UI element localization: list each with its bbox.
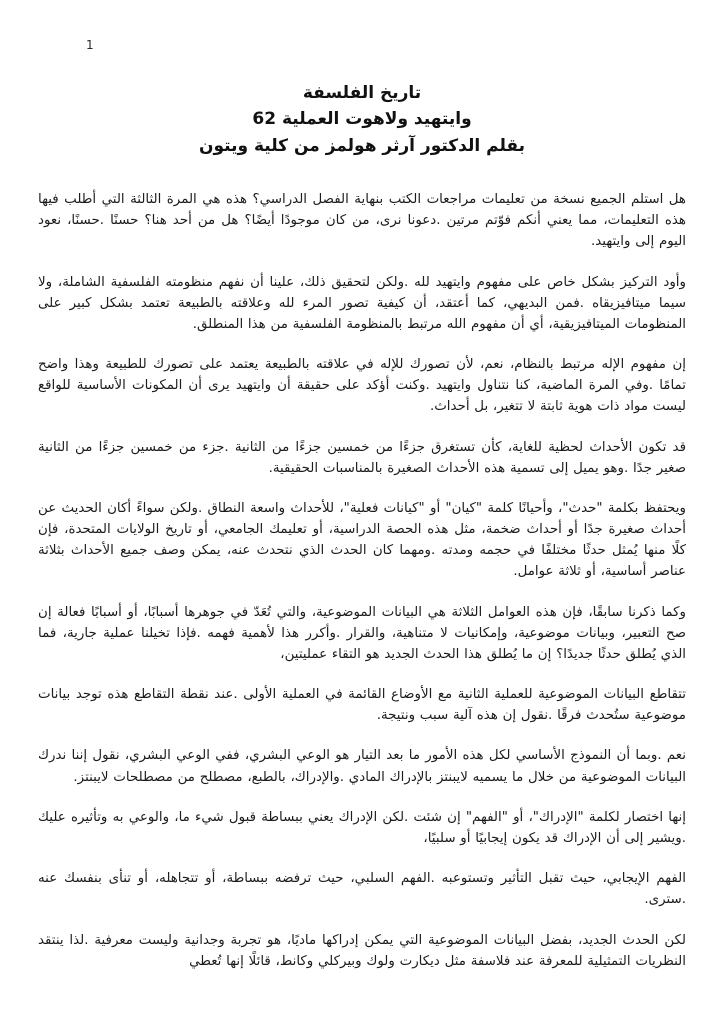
paragraph: ويحتفظ بكلمة "حدث"، وأحيانًا كلمة "كيان" أو "كيانات فعلية"، للأحداث واسعة النطاق .ولكن سواءً أكان الحديث عن أحداث صغيرة جدًا أو أحداث ضخمة، مثل هذه الحصة الدراسية، أو تعليمك الجامعي، أو تاريخ الولايات المتحدة، فإن كلًا منها يُمثل حدثًا مختلفًا في حجمه ومدته .ومهما كان الحدث الذي نتحدث عنه، يمكن وصف جميع الأحداث بثلاثة عناصر أساسية، أو ثلاثة عوامل. (38, 500, 686, 580)
title-line-author: بقلم الدكتور آرثر هولمز من كلية ويتون (198, 135, 526, 156)
paragraph: إنها اختصار لكلمة "الإدراك"، أو "الفهم" إن شئت .لكن الإدراك يعني ببساطة قبول شيء ما، والوعي به وتأثيره عليك .ويشير إلى أن الإدراك قد يكون إيجابيًا أو سلبيًا، (38, 809, 686, 846)
paragraph: لكن الحدث الجديد، بفضل البيانات الموضوعية التي يمكن إدراكها ماديًا، هو تجربة وجدانية وليست معرفية .لذا ينتقد النظريات التمثيلية للمعرفة عند فلاسفة مثل ديكارت ولوك وبيركلي وكانط، قائلًا إنها تُعطي (38, 932, 686, 969)
document-body (38, 189, 686, 972)
paragraph: تتقاطع البيانات الموضوعية للعملية الثانية مع الأوضاع القائمة في العملية الأولى .عند نقطة التقاطع هذه توجد بيانات موضوعية ستُحدث فرقًا .نقول إن هذه آلية سبب ونتيجة. (38, 687, 686, 724)
paragraph: الفهم الإيجابي، حيث تقبل التأثير وتستوعبه .الفهم السلبي، حيث ترفضه ببساطة، أو تتجاهله، أو تنأى بنفسك عنه .سترى. (38, 871, 686, 908)
document-title (38, 80, 686, 159)
title-line-lecture: وايتهيد ولاهوت العملية 62 (252, 109, 472, 130)
paragraph: هل استلم الجميع نسخة من تعليمات مراجعات الكتب بنهاية الفصل الدراسي؟ هذه هي المرة الثالثة التي أطلب فيها هذه التعليمات، مما يعني أنكم فوّتم مرتين .دعونا نرى، من كان موجودًا أيضًا؟ هل من أحد هنا؟ حسنًا .حسنًا، نعود اليوم إلى وايتهيد. (38, 192, 686, 250)
paragraph: قد تكون الأحداث لحظية للغاية، كأن تستغرق جزءًا من خمسين جزءًا من الثانية .جزء من خمسين جزءًا من الثانية صغير جدًا .وهو يميل إلى تسمية هذه الأحداث الصغيرة بالمناسبات الحقيقية. (38, 439, 686, 476)
paragraph: وأود التركيز بشكل خاص على مفهوم وايتهيد لله .ولكن لتحقيق ذلك، علينا أن نفهم منظومته الفلسفية الشاملة، ولا سيما ميتافيزيقاه .فمن البديهي، كما أعتقد، أن كيفية تصور المرء لله وعلاقته بالطبيعة تعتمد بشكل كبير على المنظومات الميتافيزيقية، أي أن مفهوم الله مرتبط بالمنظومة الفلسفية من هذا المنطلق. (38, 274, 686, 332)
paragraph: وكما ذكرنا سابقًا، فإن هذه العوامل الثلاثة هي البيانات الموضوعية، والتي تُعَدّ في جوهرها أسبابًا، أو أسبابًا فعالة إن صح التعبير، وبيانات موضوعية، وإمكانيات لا متناهية، والقرار .وأكرر هذا لأهمية فهمه .فإذا تخيلنا عملية جارية، فما الذي يُطلق حدثًا جديدًا؟ إن ما يُطلق هذا الحدث الجديد هو التقاء عمليتين، (38, 604, 686, 662)
title-line-course: تاريخ الفلسفة (302, 83, 422, 103)
paragraph: نعم .وبما أن النموذج الأساسي لكل هذه الأمور ما بعد التيار هو الوعي البشري، ففي الوعي البشري، نقول إننا ندرك البيانات الموضوعية من خلال ما يسميه لايبنتز بالإدراك المادي .والإدراك، بالطبع، مصطلح من مصطلحات لايبنتز. (38, 748, 686, 785)
paragraph: إن مفهوم الإله مرتبط بالنظام، نعم، لأن تصورك للإله في علاقته بالطبيعة يعتمد على تصورك للطبيعة وهذا واضح تمامًا .وفي المرة الماضية، كنا نتناول وايتهيد .وكنت أؤكد على حقيقة أن وايتهيد يرى أن المكونات الأساسية للواقع ليست مواد ذات هوية ثابتة لا تتغير، بل أحداث. (38, 357, 686, 415)
page-number: 1 (86, 38, 94, 52)
